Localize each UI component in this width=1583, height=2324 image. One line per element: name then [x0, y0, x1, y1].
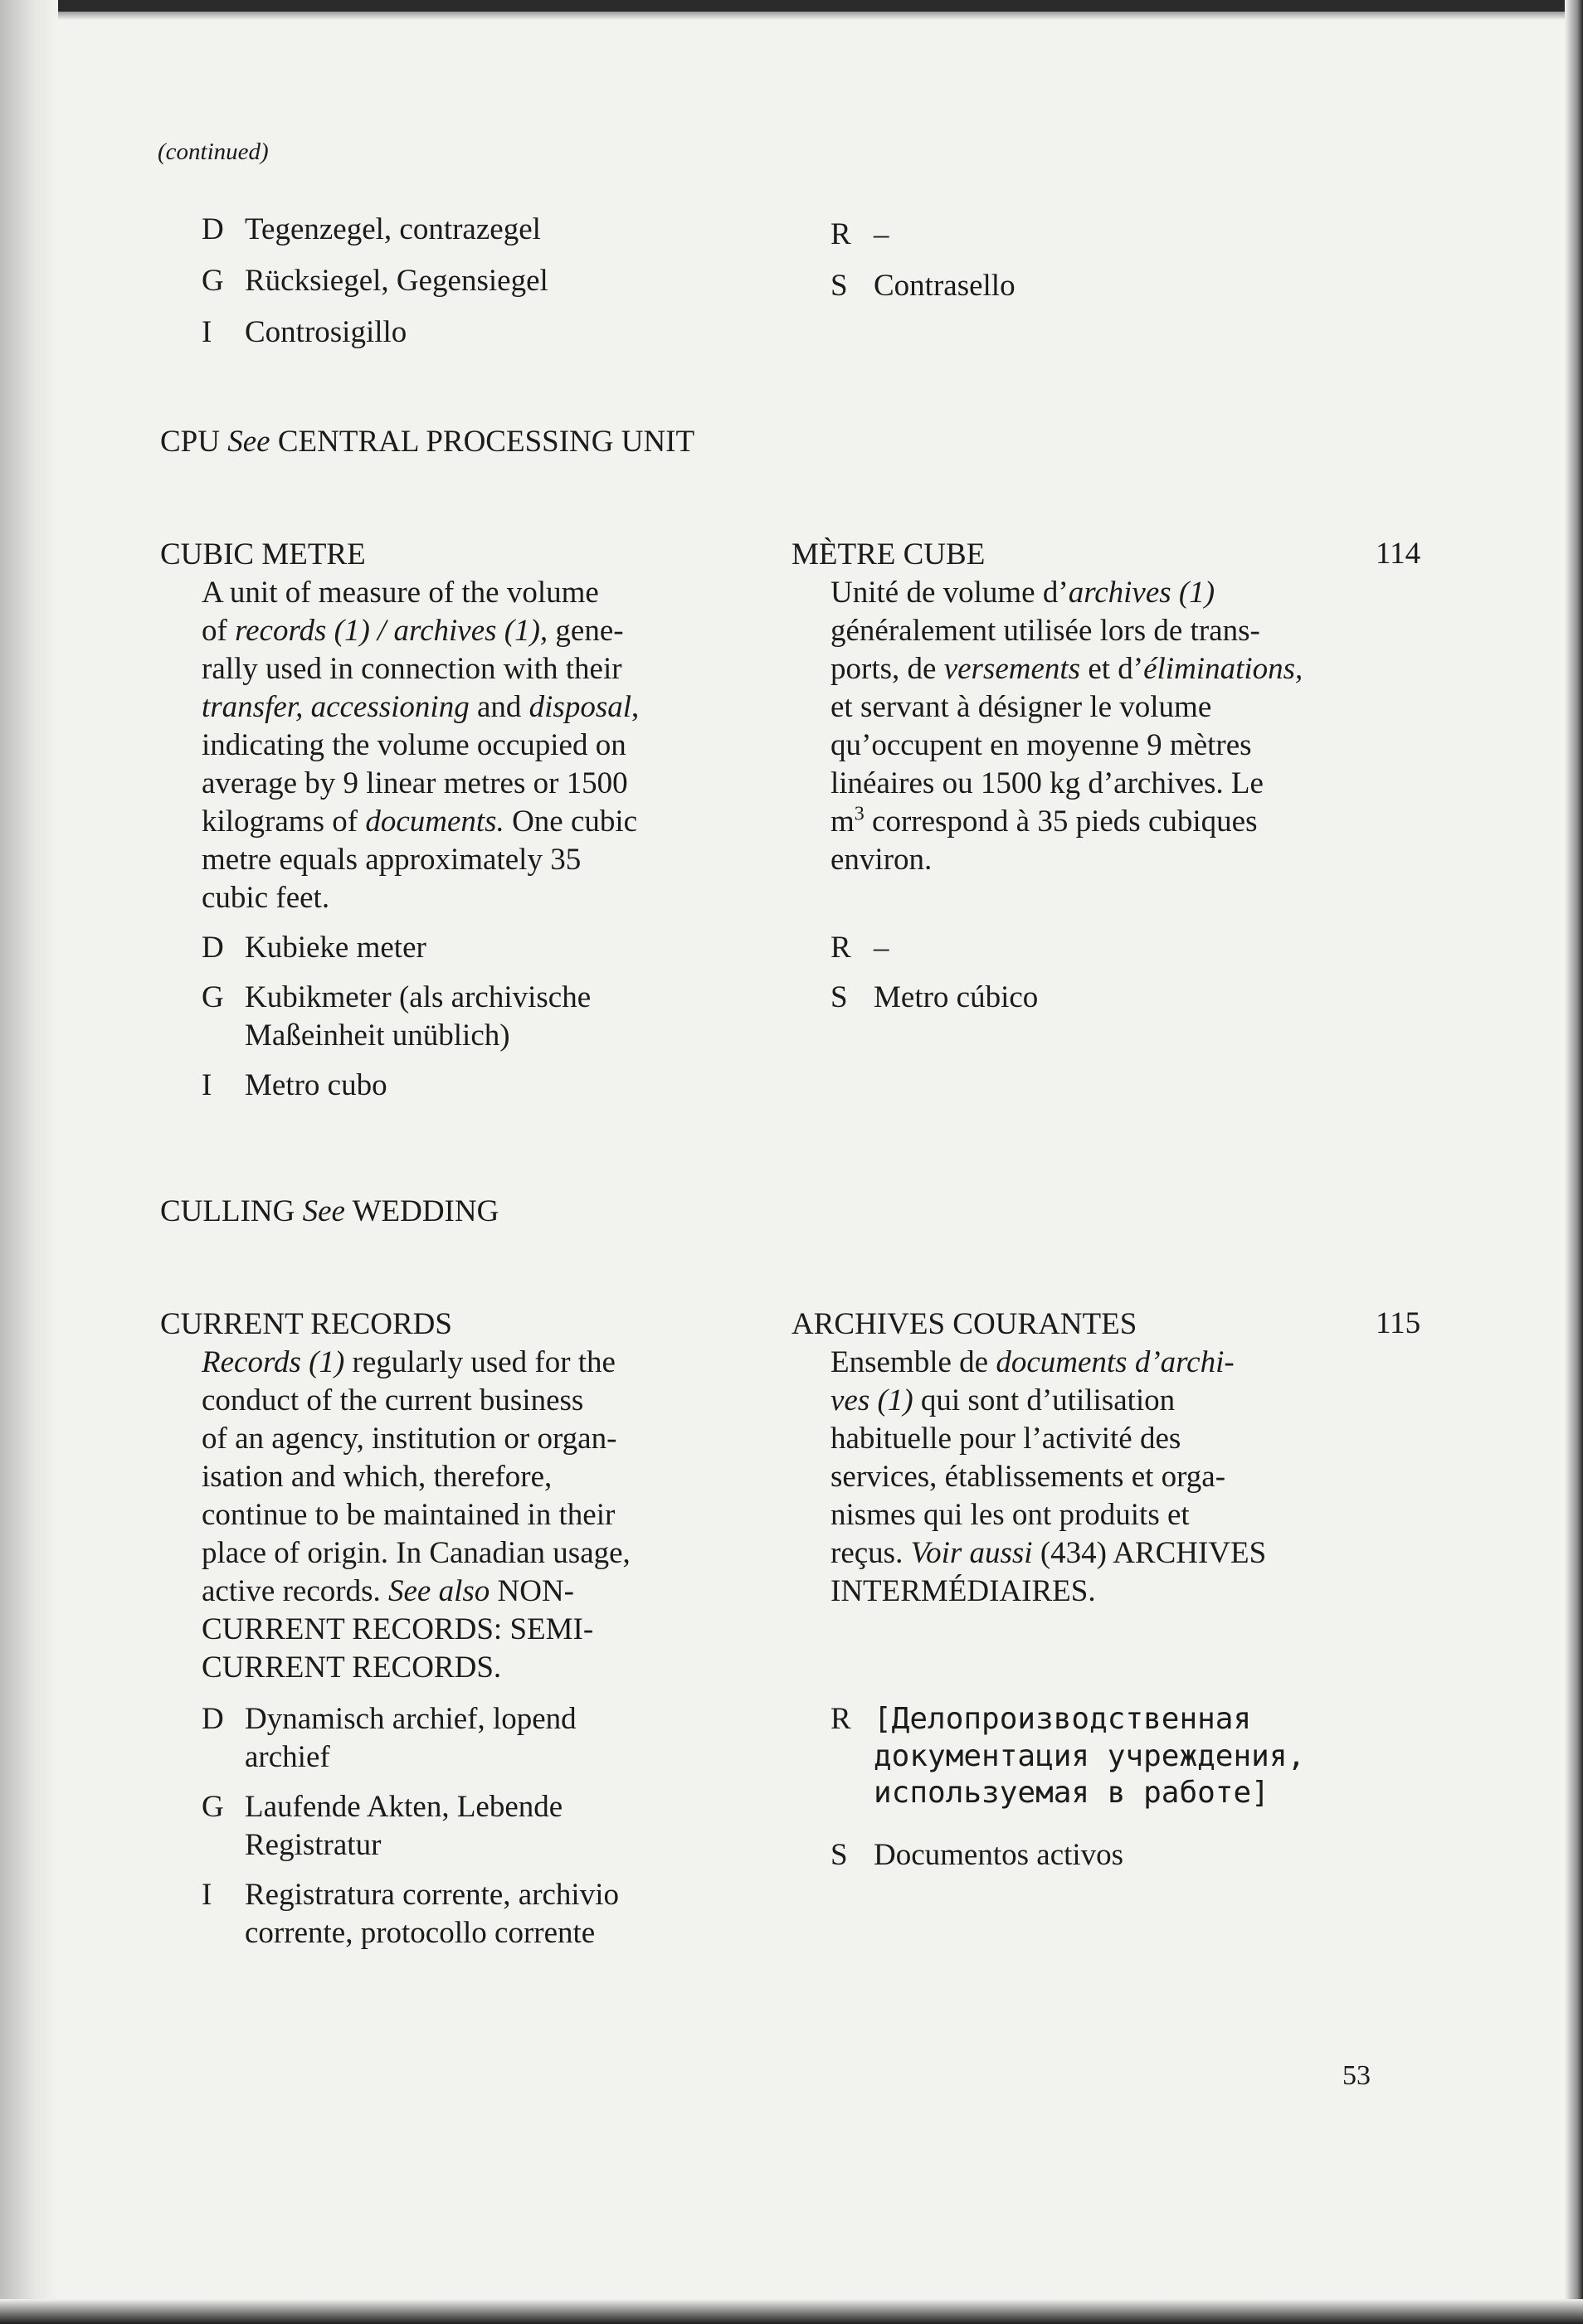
cubic-g-row: G Kubikmeter (als archivische	[202, 980, 592, 1014]
seal-equivalents-left	[202, 204, 548, 358]
current-i-row: I Registratura corrente, archivio	[202, 1878, 619, 1912]
term-archives-courantes: ARCHIVES COURANTES	[792, 1307, 1137, 1341]
page-number: 53	[1342, 2060, 1371, 2091]
term-current-records: CURRENT RECORDS	[160, 1307, 452, 1341]
definition-fr-archives-courantes: Ensemble de documents d’archi- ves (1) qui sont d’utilisation habituelle pour l’activité des services, établissements et orga- nismes qui les ont produits et reçus. Voir aussi (434) ARCHIVES INTERMÉDIAIRES.	[830, 1345, 1267, 1608]
seal-r-row: R –	[830, 217, 889, 251]
continued-label: (continued)	[158, 139, 269, 165]
cubic-equivalents-left: D Kubieke meter G Kubikmeter (als archivische Maßeinheit unüblich) I Metro cubo	[202, 929, 591, 1105]
entry-number-114: 114	[1376, 537, 1421, 571]
cubic-i-row: I Metro cubo	[202, 1068, 387, 1102]
cubic-r-row: R –	[830, 931, 889, 965]
current-equivalents-left: D Dynamisch archief, lopend archief G Laufende Akten, Lebende Registratur I Registratura corrente, archivio corrente, protocollo corrente	[202, 1702, 619, 1950]
cubic-d-row: D Kubieke meter	[202, 931, 426, 965]
seal-d-row: D Tegenzegel, contrazegel	[202, 212, 541, 246]
current-r-row: R [Делопроизводственная	[830, 1702, 1252, 1736]
page-right-edge	[1565, 0, 1583, 2324]
cubic-s-row: S Metro cúbico	[830, 980, 1039, 1014]
page-top-shadow	[0, 12, 1583, 20]
current-d-row: D Dynamisch archief, lopend	[202, 1702, 577, 1736]
seal-i-row: I Controsigillo	[202, 315, 407, 349]
cubic-equivalents-right	[830, 929, 1038, 1017]
culling-cross-reference: CULLING See WEDDING	[160, 1194, 499, 1228]
seal-s-row: S Contrasello	[830, 269, 1016, 303]
term-cubic-metre: CUBIC METRE	[160, 537, 366, 571]
cpu-cross-reference: CPU See CENTRAL PROCESSING UNIT	[160, 425, 695, 459]
current-g-row: G Laufende Akten, Lebende	[202, 1790, 563, 1824]
current-s-row: S Documentos activos	[830, 1838, 1124, 1872]
seal-g-row: G Rücksiegel, Gegensiegel	[202, 264, 548, 298]
term-metre-cube: MÈTRE CUBE	[792, 537, 986, 571]
entry-number-115: 115	[1376, 1306, 1421, 1340]
seal-equivalents-right	[830, 209, 1016, 312]
definition-fr-metre-cube: Unité de volume d’archives (1) généralement utilisée lors de trans- ports, de versements et d’éliminations, et servant à désigner le volume qu’occupent en moyenne 9 mètres linéaires ou 1500 kg d’archives. Le $m^3$ correspond à 35 pieds cubiques environ.	[830, 576, 1303, 877]
page-bottom-edge	[0, 2299, 1583, 2324]
page-top-edge	[0, 0, 1583, 12]
current-equivalents-right: R [Делопроизводственная документация учреждения, используемая в работе] S Documentos activos	[830, 1700, 1305, 1874]
definition-en-cubic-metre: A unit of measure of the volume of records (1) / archives (1), gene- rally used in connection with their transfer, accessioning and disposal, indicating the volume occupied on average by 9 linear metres or 1500 kilograms of documents. One cubic metre equals approximately 35 cubic feet.	[202, 576, 640, 915]
binding-gutter	[0, 0, 58, 2324]
definition-en-current-records: Records (1) regularly used for the conduct of the current business of an agency, institution or organ- isation and which, therefore, continue to be maintained in their place of origin. In Canadian usage, active records. See also NON- CURRENT RECORDS: SEMI- CURRENT RECORDS.	[202, 1345, 631, 1685]
